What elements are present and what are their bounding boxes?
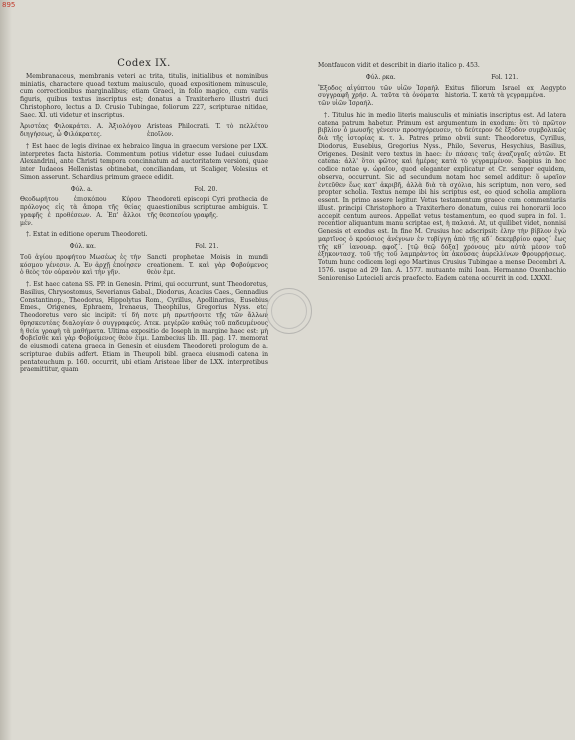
folio-greek: Φύλ. ρκα. xyxy=(365,73,396,81)
paragraph: † Est haec de legis divinae ex hebraico lingua in graecum versione per LXX. interpretes facta historia. Commentum potius videtur esse Iudaei cuiusdam Alexandrini, ante Christi tempora concinnatum ad auctoritatem versioni, quae inter Iudaeos Hellenistas obtinebat, conciliandam, ut Scaliger, Volesius et Simon asserunt. Schardius primum graece edidit. xyxy=(20,142,268,181)
library-stamp xyxy=(266,288,312,334)
paragraph: Montfaucon vidit et describit in diario italico p. 453. xyxy=(318,62,480,69)
page-edge-shadow xyxy=(0,0,12,740)
paragraph: †. Titulus hic in medio literis maiusculis et miniatis inscriptus est. Ad latera catena patrum habetur. Primum est argumentum in exodum: ὅτι τὸ πρῶτον βιβλίον ὁ μωυσῆς γένεσιν προσηγόρευσεν, τὸ δεύτερον δὲ ἔξοδον συμβολικῶς διὰ τῆς ἱστορίας κ. τ. λ. Patres primo obvii sunt: Theodoretus, Cyrillus, Diodorus, Eusebius, Gregorius Nyss., Philo, Severus, Hesychius, Basilius, Origenes. Desinit vero textus in haec: ἐν πάσαις ταῖς ἀναζυγαῖς αὐτῶν. Et catena: ἀλλ' ὅτοι φῶτος καὶ ἡμέρας κατὰ τὸ γεγραμμένον. Saepius in hoc codice notae ψ. ὠραῖον, quod eleganter explicatur et Cr. semper equidem, observa, occurrunt. Sic ad secundum notam hoc semel additur: ὅ ωραῖον ἐντεῦθεν ἕως κατ' ἀκριβῆ, ἀλλὰ διὰ τὰ σχόλια, his scriptum, non vero, sed propter scholia. Textus nempe ibi his scriptus est, eo quod scholia ampliora essent. In primo assere legitur. Vetus testamentum graece cum commentariis illust. principi Christophoro a Traxiterhero donatum, cuius rei honorarii loco accepit centum aureos. Appellat vetus testamentum, eo quod supra in fol. 1. recentior aliquantum manu scriptae est, ἡ παλαιά. At, ut quilibet videt, nonnisi Genesis et exodus est. In fine M. Crusius hoc adscripsit: ἐλην τὴν βίβλον ἐγὼ μαρτῖνος ὁ κρούσιος ἀνέγνων ἐν τυβίγγῃ ἀπὸ τῆς κδ΄ δεκεμβρίου ᾳφος΄ ἕως τῆς κθ΄ ἰανουαρ. ᾳφοζ΄. [τῷ θεῷ δόξα] χρόνους μὲν αὐτὰ μέσον τοῦ ἐξηκοντασχ. τοῦ τῆς τοῦ λαμπρὰντος ὑπ ἀκούσας ἀυρελλίνων Φρουρρήσεως. Totum hunc codicem legi ego Martinus Crusius Tubingae a mense Decembri A. 1576. usque ad 29 Ian. A. 1577. mutuante mihi Ioan. Hermanno Oxenbachio Senioreniso Lutecieli arcis praefecto. Eadem catena occurrit in cod. LXXXI. xyxy=(318,111,566,282)
latin-text: Theodoreti episcopi Cyri prothecia de quaestionibus scripturae ambiguis. T. τῆς θεσπεσίου γραφῆς. xyxy=(147,196,268,219)
latin-text: Exitus filiorum Israel ex Aegypto historia. T. κατὰ τὰ γεγραμμένα. xyxy=(445,84,566,100)
left-column xyxy=(20,60,268,378)
stamp-inner-ring xyxy=(271,293,307,329)
entry-theodoret xyxy=(20,196,268,227)
greek-text: Θεοδωρήτου ἐπισκόπου Κύρου πρόλογος εἰς τὰ ἄπορα τῆς θείας γραφῆς ἐ προθέσεων. Α. Ἐπ' ἄλλοι μέν. xyxy=(20,196,141,227)
note: †. Extat in editione operum Theodoreti. xyxy=(26,231,148,239)
folio-greek: Φύλ. κα. xyxy=(69,243,96,250)
folio-greek: Φύλ. a. xyxy=(70,185,93,193)
latin-text: Sancti prophetae Moisis in mundi creationem. T. καὶ γὰρ Φοβούμενος θεὸν ἐμε. xyxy=(147,253,268,277)
codex-intro: Membranaceus, membranis veteri ac trita, titulis, initialibus et nominibus miniatis, charactere quoad textum maiusculo, quoad expositionem minuscule, cum correctionibus marginalibus; etiam Graeci, in folio magico, cum variis figuris, quibus textus inscriptus est; donatus a Traxiterhero illustri duci Christophoro, lectus a D. Crusio Tubingae, foliorum 227, scripturae nitidae, Saec. XI. uti videtur et inscriptus. xyxy=(20,72,268,119)
right-column xyxy=(318,62,566,286)
latin-text: Aristeas Philocrati. T. τὸ πελλέτου ἐποῖλον. xyxy=(147,123,268,138)
folio-heading xyxy=(20,243,268,251)
codex-header: Codex IX. xyxy=(117,58,171,69)
entry-aristeas xyxy=(20,123,268,139)
paragraph: †. Est haec catena SS. PP. in Genesin. Primi, qui occurrunt, sunt Theodoretus, Basilius, Chrysostomus, Severianus Gabal., Diodorus, Acacius Caes., Gennadius Constantinop., Theodorus, Hippolytus Rom., Cyrillus, Apollinarius, Eusebius Emes., Origenes, Ephraem, Irenaeus, Theophilus, Gregorius Nyss. etc. Theodoretus vero sic incipit: τί δή ποτε μὴ πρωτήσοιτε τῇς τῶν ἄλλων θρησκευτέας διαλογίαν ὁ συγγραφεύς. Ατεκ. μεγέρῶν καθώς τοῦ παδευμένους ἡ θεία γραφὴ τὰ μαθήματα. Ultima expositio de Ioseph in margine haec est: μὴ Φοβεῖσθε καὶ γὰρ Φοβούμενος θεὸν ἐιμι. Lambecius lib. III. pag. 17. memorat de eiusmodi catena graeca in Genesin et eiusdem Theodoreti prologum de a. scripturae dubiis adfert. Etiam in Theupoli bibl. graeca eiusmodi catena in pentateuchum p. 160. occurrit, ubi etiam Aristeae liber de LXX. interpretibus praemittitur, quam xyxy=(20,281,268,374)
folio-latin: Fol. 20. xyxy=(194,185,218,193)
entry-exodus xyxy=(318,85,566,108)
folio-latin: Fol. 121. xyxy=(491,73,519,81)
greek-text: Ἀριστέας Φιλοκράτει. Α. Ἀξιολόγου διηγήσεως, ὦ Φιλόκρατες. xyxy=(20,123,141,138)
folio-heading xyxy=(20,186,268,194)
entry-moses xyxy=(20,254,268,277)
folio-latin: Fol. 21. xyxy=(195,243,219,250)
folio-heading xyxy=(318,74,566,82)
greek-text: Τοῦ ἁγίου προφήτου Μωσέως ἐς τὴν κόσμου γένεσιν. Α. Ἐν ἀρχῇ ἐποίησεν ὁ θεὸς τὸν οὐρανὸν καὶ τὴν γῆν. xyxy=(20,253,141,277)
greek-text: Ἔξοδος αἰγύπτου τῶν υἱῶν Ἰσραὴλ συγγραφῆ χρήσ. Α. ταῦτα τὰ ὀνόματα τῶν υἱῶν Ἰσραήλ. xyxy=(318,84,439,107)
page-number: 895 xyxy=(2,1,16,9)
